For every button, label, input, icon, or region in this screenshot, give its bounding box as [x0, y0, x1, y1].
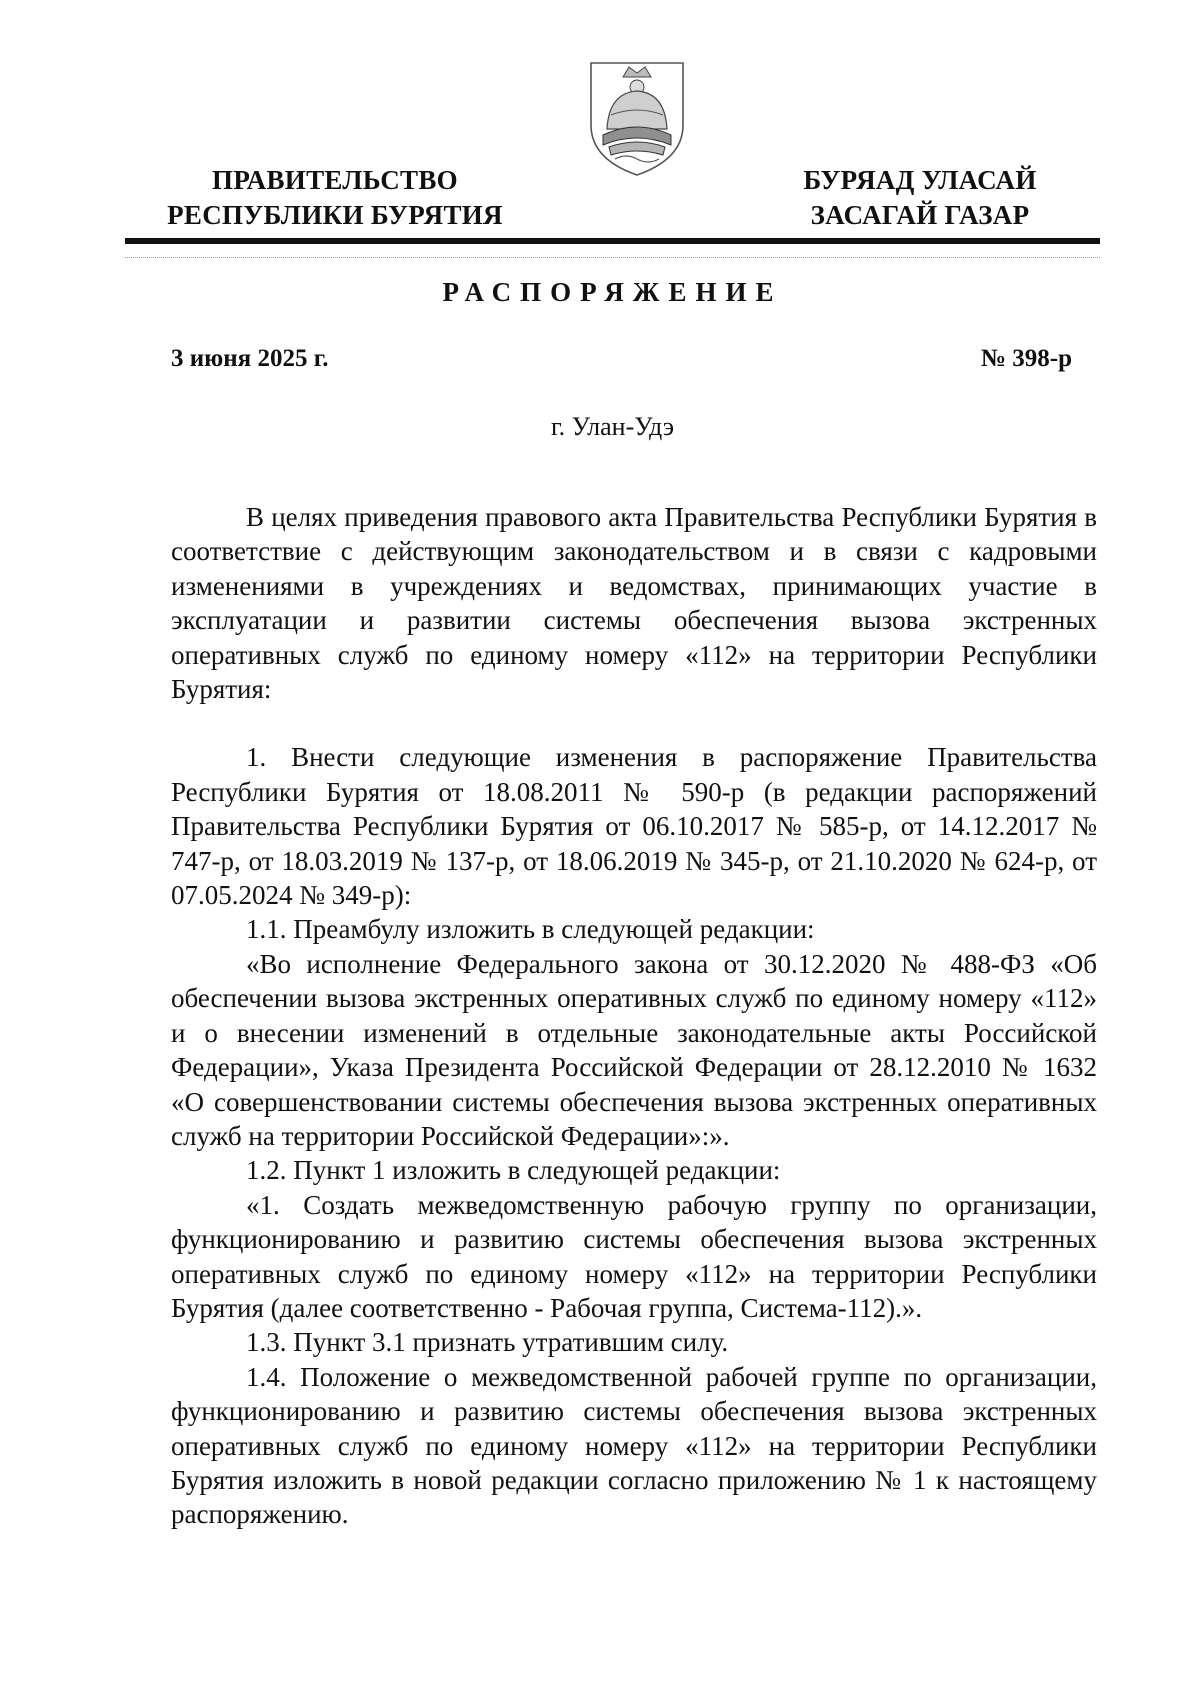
- preamble-paragraph: В целях приведения правового акта Правительства Республики Бурятия в соответствие с действующим законодательством и в связи с кадровыми изменениями в учреждениях и ведомствах, принимающих участие в эксплуатации и развитии системы обеспечения вызова экстренных оперативных служб по единому номеру «112» на территории Республики Бурятия:: [171, 502, 1097, 705]
- government-name-buryat: [755, 163, 1085, 233]
- government-name-russian: [145, 163, 525, 233]
- org-line: ЗАСАГАЙ ГАЗАР: [810, 200, 1030, 230]
- document-date: 3 июня 2025 г.: [171, 345, 329, 372]
- header-divider-thin: [125, 257, 1100, 258]
- paragraph-item-1-2-quote: «1. Создать межведомственную рабочую группу по организации, функционированию и развитию системы обеспечения вызова экстренных оперативных служб по единому номеру «112» на территории Республики Бурятия (далее соответственно - Рабочая группа, Система-112).».: [171, 1189, 1097, 1323]
- paragraph-item-1-3: 1.3. Пункт 3.1 признать утратившим силу.: [246, 1327, 729, 1358]
- org-line: БУРЯАД УЛАСАЙ: [803, 165, 1037, 195]
- org-line: РЕСПУБЛИКИ БУРЯТИЯ: [167, 200, 503, 230]
- paragraph-item-1-4: 1.4. Положение о межведомственной рабочей группе по организации, функционированию и развитию системы обеспечения вызова экстренных оперативных служб по единому номеру «112» на территории Республики Бурятия изложить в новой редакции согласно приложению № 1 к настоящему распоряжению.: [171, 1361, 1097, 1530]
- document-city: г. Улан-Удэ: [550, 412, 675, 441]
- document-number: № 398-р: [980, 345, 1072, 372]
- org-line: ПРАВИТЕЛЬСТВО: [212, 165, 458, 195]
- document-type-title: РАСПОРЯЖЕНИЕ: [442, 277, 783, 307]
- paragraph-item-1: 1. Внести следующие изменения в распоряжение Правительства Республики Бурятия от 18.08.2011 № 590-р (в редакции распоряжений Правительства Республики Бурятия от 06.10.2017 № 585-р, от 14.12.2017 № 747-р, от 18.03.2019 № 137-р, от 18.06.2019 № 345-р, от 21.10.2020 № 624-р, от 07.05.2024 № 349-р):: [171, 742, 1097, 911]
- paragraph-item-1-2: 1.2. Пункт 1 изложить в следующей редакции:: [246, 1155, 781, 1186]
- document-header: [125, 55, 1100, 235]
- paragraph-item-1-1-quote: «Во исполнение Федерального закона от 30.12.2020 № 488-ФЗ «Об обеспечении вызова экстренных оперативных служб по единому номеру «112» и о внесении изменений в отдельные законодательные акты Российской Федерации», Указа Президента Российской Федерации от 28.12.2010 № 1632 «О совершенствовании системы обеспечения вызова экстренных оперативных служб на территории Российской Федерации»:».: [171, 948, 1097, 1151]
- paragraph-item-1-1: 1.1. Преамбулу изложить в следующей редакции:: [246, 914, 815, 945]
- document-body: [171, 500, 1097, 1532]
- coat-of-arms-icon: [585, 55, 689, 179]
- header-divider: [125, 238, 1100, 244]
